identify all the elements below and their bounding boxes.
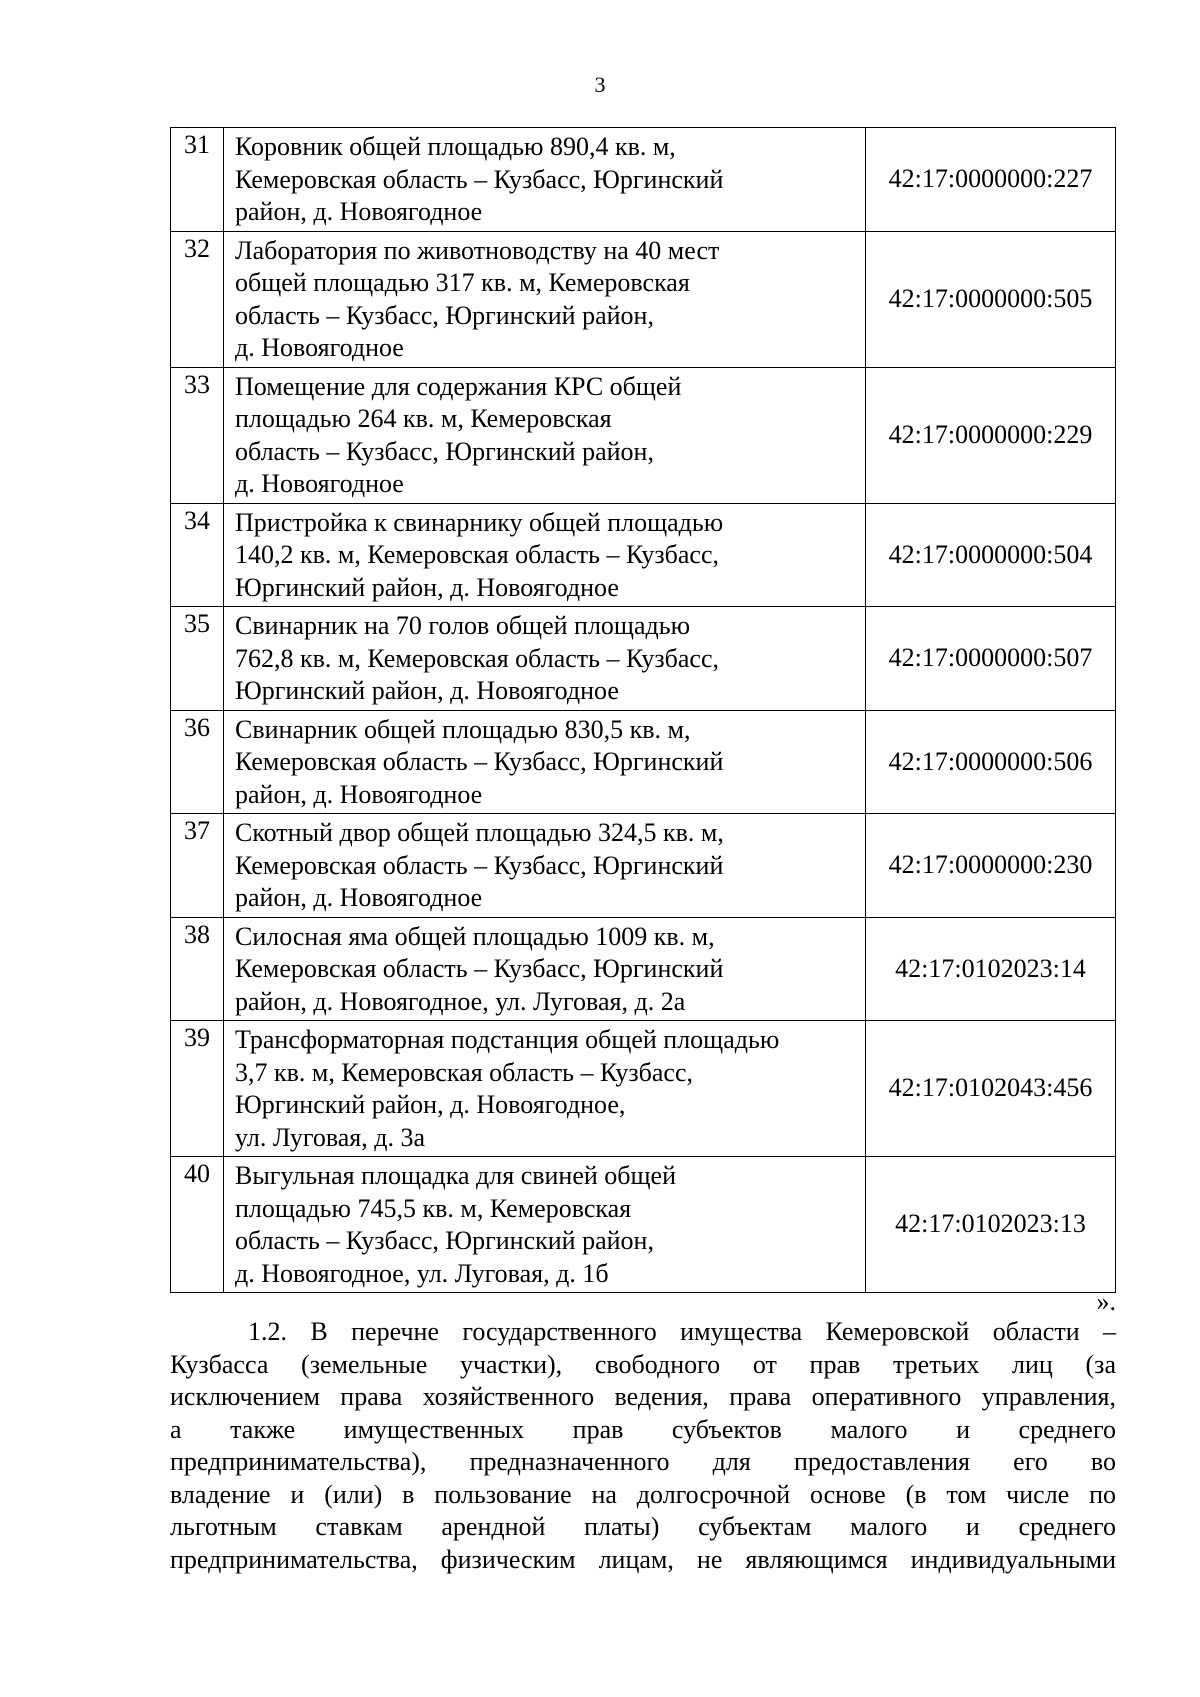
paragraph-line: владение и (или) в пользование на долгосрочной основе (в том числе по xyxy=(170,1479,1116,1509)
description-line: область – Кузбасс, Юргинский район, xyxy=(235,436,654,466)
cadastral-number: 42:17:0102023:14 xyxy=(866,917,1116,1021)
description-line: Лаборатория по животноводству на 40 мест xyxy=(235,235,720,265)
paragraph-line: предпринимательства), предназначенного для предоставления его во xyxy=(170,1447,1116,1476)
description-line: Свинарник на 70 голов общей площадью xyxy=(235,611,690,640)
description-line: д. Новоягодное, ул. Луговая, д. 1б xyxy=(235,1258,609,1288)
cadastral-number: 42:17:0102023:13 xyxy=(866,1157,1116,1293)
paragraph-line: предпринимательства, физическим лицам, не являющимся индивидуальными xyxy=(170,1544,1116,1574)
description-line: Выгульная площадка для свиней общей xyxy=(235,1161,676,1190)
description-line: 762,8 кв. м, Кемеровская область – Кузбасс, xyxy=(235,643,720,673)
cadastral-number: 42:17:0000000:229 xyxy=(866,367,1116,503)
description-line: ул. Луговая, д. 3а xyxy=(235,1122,426,1152)
paragraph-line: а также имущественных прав субъектов малого и среднего xyxy=(170,1414,1116,1444)
description-line: 140,2 кв. м, Кемеровская область – Кузбасс, xyxy=(235,540,720,569)
property-description xyxy=(224,1021,866,1157)
description-line: Юргинский район, д. Новоягодное xyxy=(235,572,619,602)
description-line: площадью 264 кв. м, Кемеровская xyxy=(235,404,612,433)
cadastral-number: 42:17:0000000:507 xyxy=(866,607,1116,711)
property-table xyxy=(170,127,1116,1293)
paragraph-line: исключением права хозяйственного ведения, права оперативного управления, xyxy=(170,1382,1116,1411)
description-line: область – Кузбасс, Юргинский район, xyxy=(235,1226,654,1255)
paragraph-1-2 xyxy=(170,1316,1116,1576)
row-number: 34 xyxy=(171,503,224,607)
table-row xyxy=(171,607,1116,711)
description-line: Помещение для содержания КРС общей xyxy=(235,371,682,401)
cadastral-number: 42:17:0000000:504 xyxy=(866,503,1116,607)
property-description xyxy=(224,231,866,367)
cadastral-number: 42:17:0000000:506 xyxy=(866,710,1116,814)
table-row xyxy=(171,1157,1116,1293)
description-line: Кемеровская область – Кузбасс, Юргинский xyxy=(235,747,724,776)
description-line: Юргинский район, д. Новоягодное, xyxy=(235,1090,626,1119)
row-number: 36 xyxy=(171,710,224,814)
row-number: 33 xyxy=(171,367,224,503)
table-row xyxy=(171,917,1116,1021)
table-row xyxy=(171,814,1116,918)
description-line: площадью 745,5 кв. м, Кемеровская xyxy=(235,1193,632,1223)
property-description xyxy=(224,503,866,607)
description-line: район, д. Новоягодное xyxy=(235,883,483,912)
page-number: 3 xyxy=(594,72,606,97)
row-number: 31 xyxy=(171,128,224,232)
property-description xyxy=(224,607,866,711)
row-number: 37 xyxy=(171,814,224,918)
description-line: район, д. Новоягодное xyxy=(235,779,483,809)
table-row xyxy=(171,128,1116,232)
table-row xyxy=(171,231,1116,367)
description-line: Кемеровская область – Кузбасс, Юргинский xyxy=(235,164,724,194)
description-line: Пристройка к свинарнику общей площадью xyxy=(235,507,724,537)
paragraph-line: Кузбасса (земельные участки), свободного от прав третьих лиц (за xyxy=(170,1349,1116,1379)
description-line: 3,7 кв. м, Кемеровская область – Кузбасс, xyxy=(235,1057,694,1087)
row-number: 35 xyxy=(171,607,224,711)
description-line: область – Кузбасс, Юргинский район, xyxy=(235,300,654,330)
paragraph-line: 1.2. В перечне государственного имущества Кемеровской области – xyxy=(248,1317,1116,1346)
paragraph-line: льготным ставкам арендной платы) субъектам малого и среднего xyxy=(170,1512,1116,1541)
property-description xyxy=(224,710,866,814)
table-row xyxy=(171,367,1116,503)
property-table-body xyxy=(171,128,1116,1293)
row-number: 32 xyxy=(171,231,224,367)
table-row xyxy=(171,503,1116,607)
property-description xyxy=(224,128,866,232)
cadastral-number: 42:17:0000000:230 xyxy=(866,814,1116,918)
description-line: Силосная яма общей площадью 1009 кв. м, xyxy=(235,921,715,951)
property-description xyxy=(224,814,866,918)
description-line: Кемеровская область – Кузбасс, Юргинский xyxy=(235,954,724,983)
cadastral-number: 42:17:0000000:505 xyxy=(866,231,1116,367)
description-line: район, д. Новоягодное, ул. Луговая, д. 2а xyxy=(235,986,686,1016)
description-line: Трансформаторная подстанция общей площадью xyxy=(235,1025,780,1054)
row-number: 38 xyxy=(171,917,224,1021)
description-line: общей площадью 317 кв. м, Кемеровская xyxy=(235,268,690,297)
property-description xyxy=(224,917,866,1021)
description-line: район, д. Новоягодное xyxy=(235,197,483,226)
row-number: 40 xyxy=(171,1157,224,1293)
cadastral-number: 42:17:0102043:456 xyxy=(866,1021,1116,1157)
property-description xyxy=(224,1157,866,1293)
property-description xyxy=(224,367,866,503)
description-line: Юргинский район, д. Новоягодное xyxy=(235,676,619,705)
description-line: д. Новоягодное xyxy=(235,333,404,362)
description-line: Кемеровская область – Кузбасс, Юргинский xyxy=(235,850,724,880)
closing-quote: ». xyxy=(1096,1287,1116,1316)
description-line: Свинарник общей площадью 830,5 кв. м, xyxy=(235,714,691,744)
cadastral-number: 42:17:0000000:227 xyxy=(866,128,1116,232)
row-number: 39 xyxy=(171,1021,224,1157)
description-line: Коровник общей площадью 890,4 кв. м, xyxy=(235,132,676,161)
table-row xyxy=(171,710,1116,814)
description-line: д. Новоягодное xyxy=(235,469,404,498)
table-row xyxy=(171,1021,1116,1157)
description-line: Скотный двор общей площадью 324,5 кв. м, xyxy=(235,818,724,847)
